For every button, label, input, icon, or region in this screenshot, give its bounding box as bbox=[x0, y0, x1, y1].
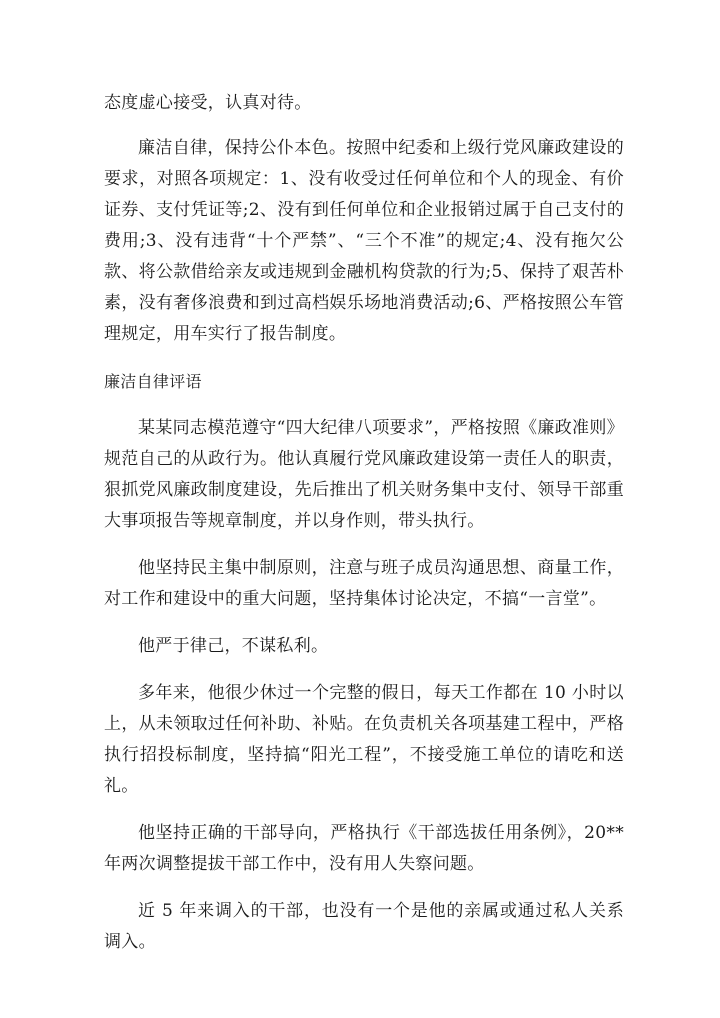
paragraph-2: 他坚持民主集中制原则，注意与班子成员沟通思想、商量工作，对工作和建设中的重大问题，坚持集体讨论决定，不搞“一言堂”。 bbox=[104, 558, 624, 609]
paragraph-4: 多年来，他很少休过一个完整的假日，每天工作都在 10 小时以上，从未领取过任何补助、补贴。在负责机关各项基建工程中，严格执行招投标制度，坚持搞“阳光工程”，不接受施工单位的请吃和送礼。 bbox=[104, 683, 624, 796]
section-heading: 廉洁自律评语 bbox=[104, 372, 202, 391]
self-discipline-paragraph: 廉洁自律，保持公仆本色。按照中纪委和上级行党风廉政建设的要求，对照各项规定：1、没有收受过任何单位和个人的现金、有价证券、支付凭证等;2、没有到任何单位和企业报销过属于自己支付的费用;3、没有违背“十个严禁”、“三个不准”的规定;4、没有拖欠公款、将公款借给亲友或违规到金融机构贷款的行为;5、保持了艰苦朴素，没有奢侈浪费和到过高档娱乐场地消费活动;6、严格按照公车管理规定，用车实行了报告制度。 bbox=[104, 138, 624, 344]
paragraph-1: 某某同志模范遵守“四大纪律八项要求”，严格按照《廉政准则》规范自己的从政行为。他认真履行党风廉政建设第一责任人的职责，狠抓党风廉政制度建设，先后推出了机关财务集中支付、领导干部重大事项报告等规章制度，并以身作则，带头执行。 bbox=[104, 418, 624, 531]
paragraph-5: 他坚持正确的干部导向，严格执行《干部选拔任用条例》，20**年两次调整提拔干部工作中，没有用人失察问题。 bbox=[104, 823, 624, 874]
document-body bbox=[104, 88, 624, 974]
continuation-line: 态度虚心接受，认真对待。 bbox=[104, 93, 312, 113]
paragraph-3: 他严于律己，不谋私利。 bbox=[138, 636, 329, 656]
paragraph-6: 近 5 年来调入的干部，也没有一个是他的亲属或通过私人关系调入。 bbox=[104, 901, 624, 952]
